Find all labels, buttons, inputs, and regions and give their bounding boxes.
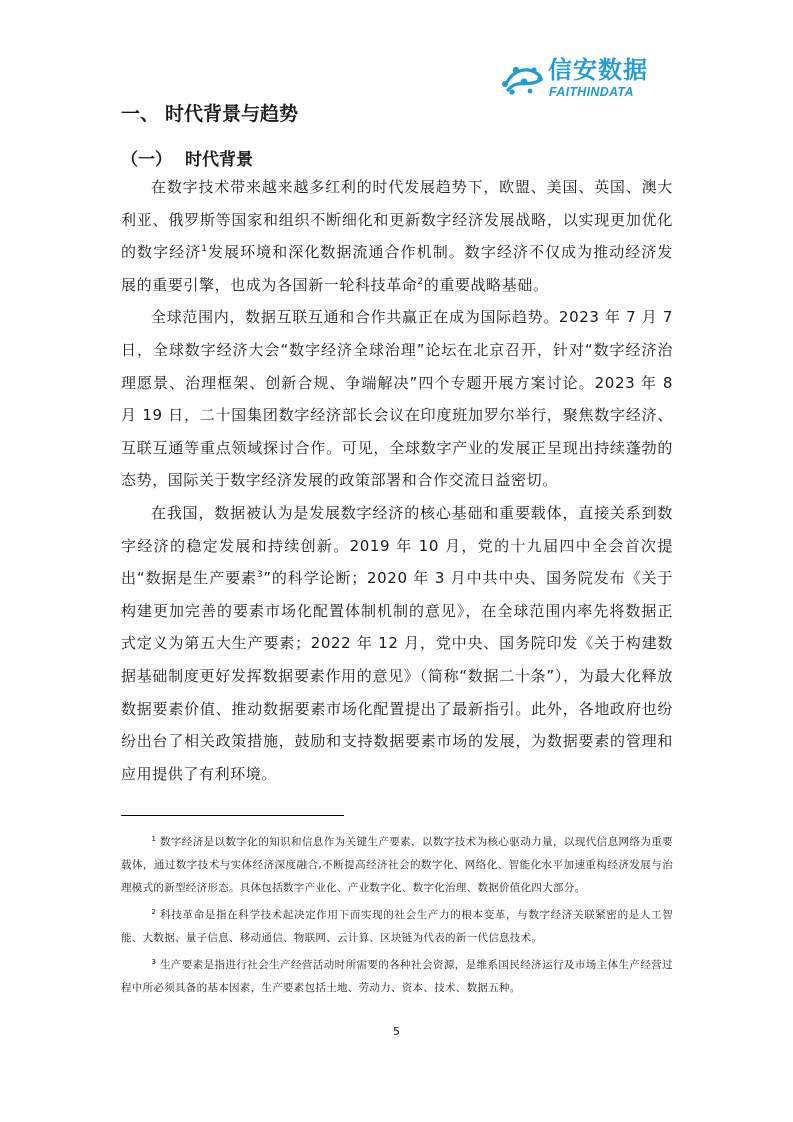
section-title: 时代背景与趋势 [165,103,299,125]
paragraph-3-part-b: ”的科学论断；2020 年 3 月中共中央、国务院发布《关于构建更加完善的要素市场化配置体制机制的意见》，在全球范围内率先将数据正式定义为第五大生产要素；2022 年 12 月，党中央、国务院印发《关于构建数据基础制度更好发挥数据要素作用的意见》（简称“数据二十条”），为最大化释放数据要素价值、推动数据要素市场化配置提出了最新指引。此外，各地政府也纷纷出台了相关政策措施，鼓励和支持数据要素市场的发展，为数据要素的管理和应用提供了有利环境。 [121,569,674,783]
footnote-mark: 3 [151,958,157,966]
footnote-text: 数字经济是以数字化的知识和信息作为关键生产要素，以数字技术为核心驱动力量，以现代信息网络为重要载体，通过数字技术与实体经济深度融合,不断提高经济社会的数字化、网络化、智能化水平加速重构经济发展与治理模式的新型经济形态。具体包括数字产业化、产业数字化、数字化治理、数据价值化四大部分。 [121,836,673,894]
footnote-divider [121,815,344,816]
footnote-mark: 2 [151,908,157,916]
footnote-mark: 1 [151,835,157,843]
paragraph-1-part-b: 发展环境和深化数据流通合作机制。数字经济不仅成为推动经济发展的重要引擎，也成为各国新一轮科技革命 [121,243,673,294]
subsection-heading [121,147,253,173]
paragraph-3-part-a: 在我国，数据被认为是发展数字经济的核心基础和重要载体，直接关系到数字经济的稳定发展和持续创新。2019 年 10 月，党的十九届四中全会首次提出“数据是生产要素 [121,503,673,588]
paragraph-3 [121,497,673,790]
footnote-1 [121,831,673,900]
section-number: 一、 [121,103,160,125]
brand-logo [500,56,680,100]
body-text [121,171,673,790]
footnotes [121,831,673,1004]
footnote-3 [121,954,673,1000]
paragraph-1-part-c: 的重要战略基础。 [423,275,549,294]
paragraph-1 [121,171,673,301]
footnote-ref-3[interactable]: 3 [256,570,264,581]
footnote-ref-2[interactable]: 2 [417,276,424,287]
section-heading [121,100,298,128]
paragraph-2: 全球范围内，数据互联互通和合作共赢正在成为国际趋势。2023 年 7 月 7 日，全球数字经济大会“数字经济全球治理”论坛在北京召开，针对“数字经济治理愿景、治理框架、创新合规、争端解决”四个专题开展方案讨论。2023 年 8 月 19 日，二十国集团数字经济部长会议在印度班加罗尔举行，聚焦数字经济、互联互通等重点领域探讨合作。可见，全球数字产业的发展正呈现出持续蓬勃的态势，国际关于数字经济发展的政策部署和合作交流日益密切。 [121,308,673,490]
brand-name-en: FAITHINDATA [549,85,634,99]
brand-name-cn: 信安数据 [548,56,648,84]
footnote-ref-1[interactable]: 1 [201,244,208,255]
footnote-text: 科技革命是指在科学技术起决定作用下而实现的社会生产力的根本变革，与数字经济关联紧密的是人工智能、大数据、量子信息、移动通信、物联网、云计算、区块链为代表的新一代信息技术。 [121,909,673,944]
page-number: 5 [393,1025,400,1038]
subsection-title: 时代背景 [185,150,253,170]
paragraph-1-part-a: 在数字技术带来越来越多红利的时代发展趋势下，欧盟、美国、英国、澳大利亚、俄罗斯等国家和组织不断细化和更新数字经济发展战略，以实现更加优化的数字经济 [121,178,673,262]
network-dots-icon [500,58,544,98]
footnote-2 [121,904,673,950]
footnote-text: 生产要素是指进行社会生产经营活动时所需要的各种社会资源，是维系国民经济运行及市场主体生产经营过程中所必须具备的基本因素，生产要素包括土地、劳动力、资本、技术、数据五种。 [121,959,673,994]
subsection-number: （一） [121,150,172,170]
